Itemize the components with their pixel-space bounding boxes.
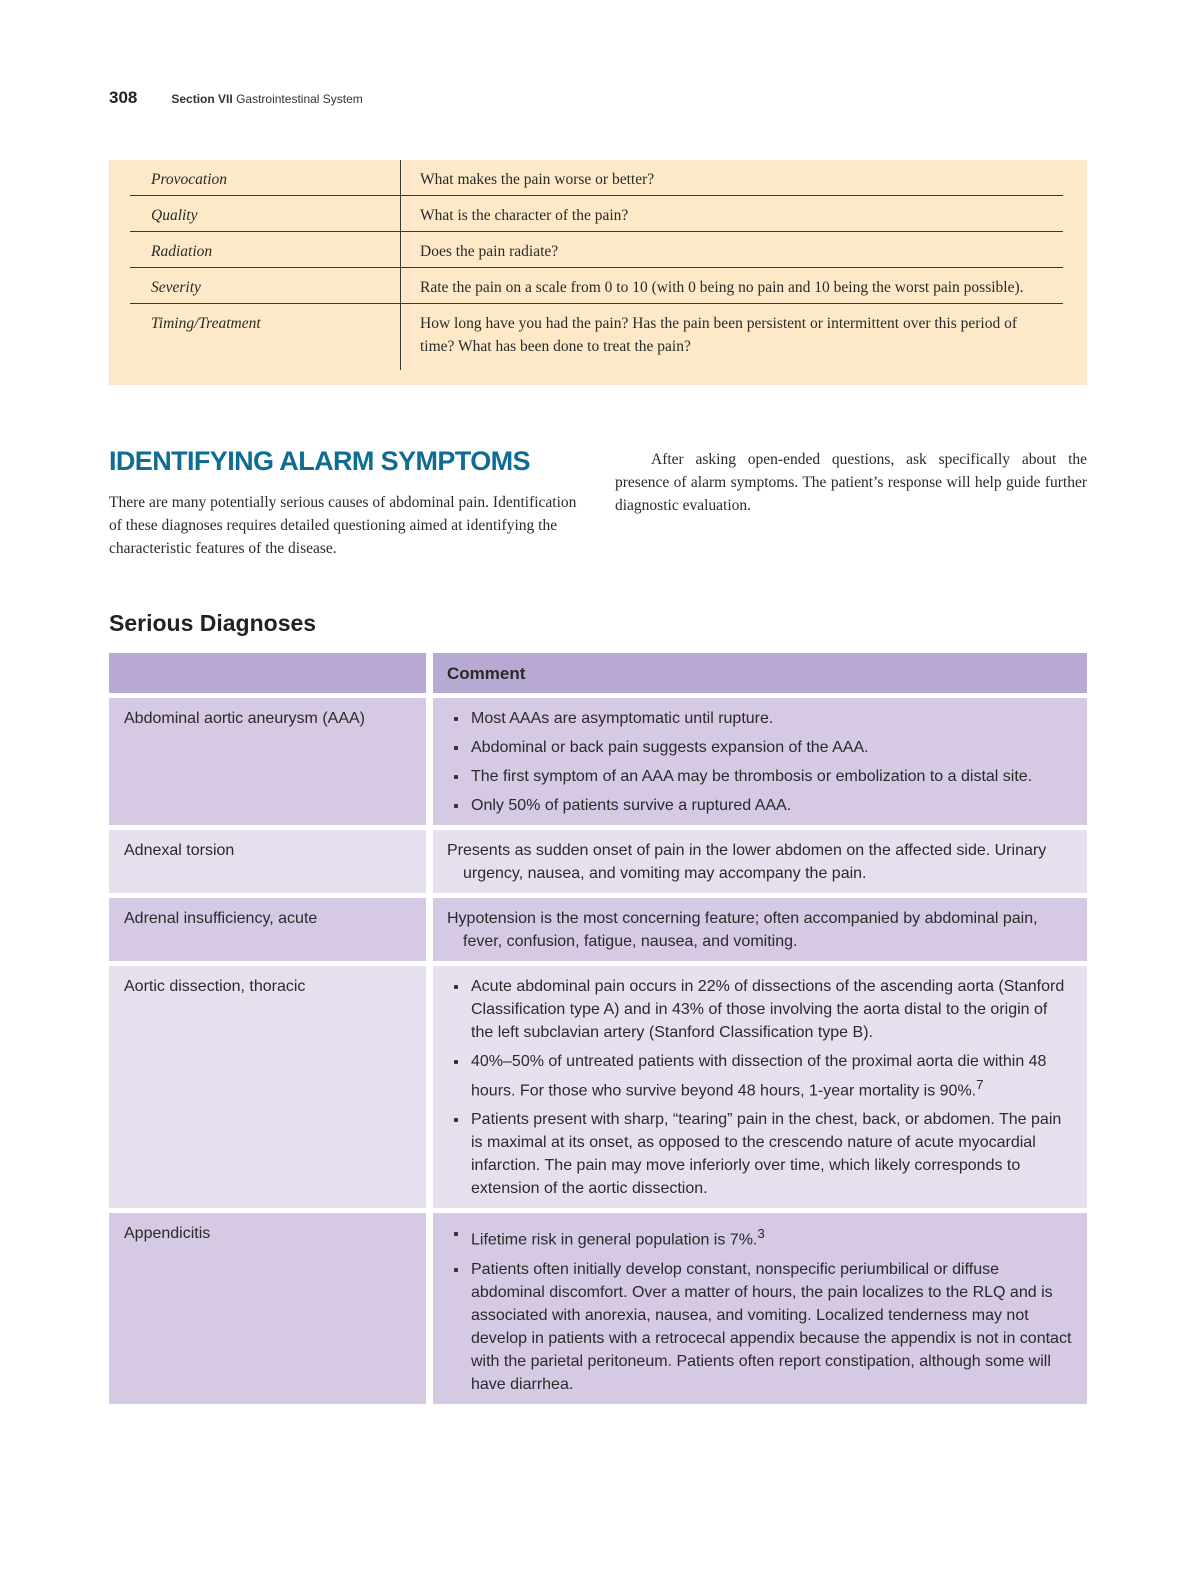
- list-item-text: 40%–50% of untreated patients with dissection of the proximal aorta die within 48 hours. For those who survive beyond 48 hours, 1-year mortality is 90%.: [471, 1053, 1047, 1100]
- diagnosis-comment: [433, 830, 1087, 893]
- pqrst-question: Rate the pain on a scale from 0 to 10 (with 0 being no pain and 10 being the worst pain possible).: [401, 268, 1064, 304]
- comment-bullet-list: [447, 707, 1073, 817]
- list-item: [447, 1222, 1073, 1251]
- pqrst-question: What is the character of the pain?: [401, 196, 1064, 232]
- diagnosis-name: Aortic dissection, thoracic: [109, 966, 426, 1208]
- diagnosis-comment: [433, 698, 1087, 825]
- table-row: [130, 304, 1063, 371]
- running-head: [171, 92, 362, 106]
- list-item: The first symptom of an AAA may be thrombosis or embolization to a distal site.: [447, 765, 1073, 788]
- table-row: [130, 160, 1063, 196]
- list-item: [447, 1050, 1073, 1102]
- table-row: [109, 966, 1087, 1208]
- diagnosis-name: Abdominal aortic aneurysm (AAA): [109, 698, 426, 825]
- table-row: [109, 698, 1087, 825]
- list-item: Acute abdominal pain occurs in 22% of dissections of the ascending aorta (Stanford Classification type A) and in 43% of those involving the aorta distal to the origin of the left subclavian artery (Stanford Classification type B).: [447, 975, 1073, 1044]
- table-row: [130, 196, 1063, 232]
- table-header-row: [109, 653, 1087, 693]
- comment-bullet-list: [447, 975, 1073, 1200]
- diagnosis-comment: [433, 1213, 1087, 1403]
- list-item: Most AAAs are asymptomatic until rupture.: [447, 707, 1073, 730]
- diagnosis-comment: [433, 966, 1087, 1208]
- comment-text: Presents as sudden onset of pain in the lower abdomen on the affected side. Urinary urgency, nausea, and vomiting may accompany the pain.: [447, 842, 1047, 882]
- list-item: Patients present with sharp, “tearing” pain in the chest, back, or abdomen. The pain is maximal at its onset, as opposed to the crescendo nature of acute myocardial infarction. The pain may move inferiorly over time, which likely corresponds to extension of the aortic dissection.: [447, 1108, 1073, 1200]
- section-title: Gastrointestinal System: [236, 92, 363, 106]
- pqrst-table-box: [109, 160, 1087, 385]
- column-header-diagnosis: [109, 653, 426, 693]
- pqrst-term: Severity: [130, 268, 401, 304]
- citation-superscript: 3: [757, 1226, 765, 1242]
- comment-text: Hypotension is the most concerning feature; often accompanied by abdominal pain, fever, confusion, fatigue, nausea, and vomiting.: [447, 910, 1038, 950]
- diagnosis-name: Adrenal insufficiency, acute: [109, 898, 426, 961]
- diagnosis-comment: [433, 898, 1087, 961]
- diagnosis-name: Appendicitis: [109, 1213, 426, 1403]
- section-number: Section VII: [171, 92, 233, 106]
- table-row: [109, 898, 1087, 961]
- pqrst-term: Timing/Treatment: [130, 304, 401, 371]
- diagnosis-name: Adnexal torsion: [109, 830, 426, 893]
- alarm-guidance-paragraph: After asking open-ended questions, ask specifically about the presence of alarm symptoms. The patient’s response will help guide further diagnostic evaluation.: [615, 451, 1087, 514]
- list-item: Patients often initially develop constant, nonspecific periumbilical or diffuse abdominal discomfort. Over a matter of hours, the pain localizes to the RLQ and is associated with anorexia, nausea, and vomiting. Localized tenderness may not develop in patients with a retrocecal appendix because the appendix is not in contact with the parietal peritoneum. Patients often report constipation, although some will have diarrhea.: [447, 1258, 1073, 1396]
- table-row: [109, 830, 1087, 893]
- alarm-intro-paragraph: There are many potentially serious causes of abdominal pain. Identification of these diagnoses requires detailed questioning aimed at identifying the characteristic features of the disease.: [109, 494, 577, 557]
- page-header: [109, 88, 363, 108]
- citation-superscript: 7: [976, 1077, 984, 1092]
- pqrst-question: What makes the pain worse or better?: [420, 171, 655, 188]
- list-item: Only 50% of patients survive a ruptured AAA.: [447, 794, 1073, 817]
- pqrst-question: How long have you had the pain? Has the pain been persistent or intermittent over this period of time? What has been done to treat the pain?: [401, 304, 1064, 371]
- pqrst-term: Provocation: [130, 160, 401, 196]
- pqrst-question: Does the pain radiate?: [401, 232, 1064, 268]
- pqrst-term: Radiation: [130, 232, 401, 268]
- table-row: [130, 232, 1063, 268]
- table-row: [130, 268, 1063, 304]
- serious-diagnoses-heading: Serious Diagnoses: [109, 610, 317, 636]
- list-item-text: Lifetime risk in general population is 7%.: [471, 1231, 758, 1249]
- list-item: Abdominal or back pain suggests expansion of the AAA.: [447, 736, 1073, 759]
- page-number: 308: [109, 88, 138, 107]
- serious-diagnoses-table: [109, 648, 1087, 1409]
- pqrst-table: [130, 160, 1063, 370]
- table-row: [109, 1213, 1087, 1403]
- comment-bullet-list: [447, 1222, 1073, 1395]
- column-header-comment: Comment: [433, 653, 1087, 693]
- pqrst-term: Quality: [130, 196, 401, 232]
- alarm-section-heading: IDENTIFYING ALARM SYMPTOMS: [109, 446, 530, 476]
